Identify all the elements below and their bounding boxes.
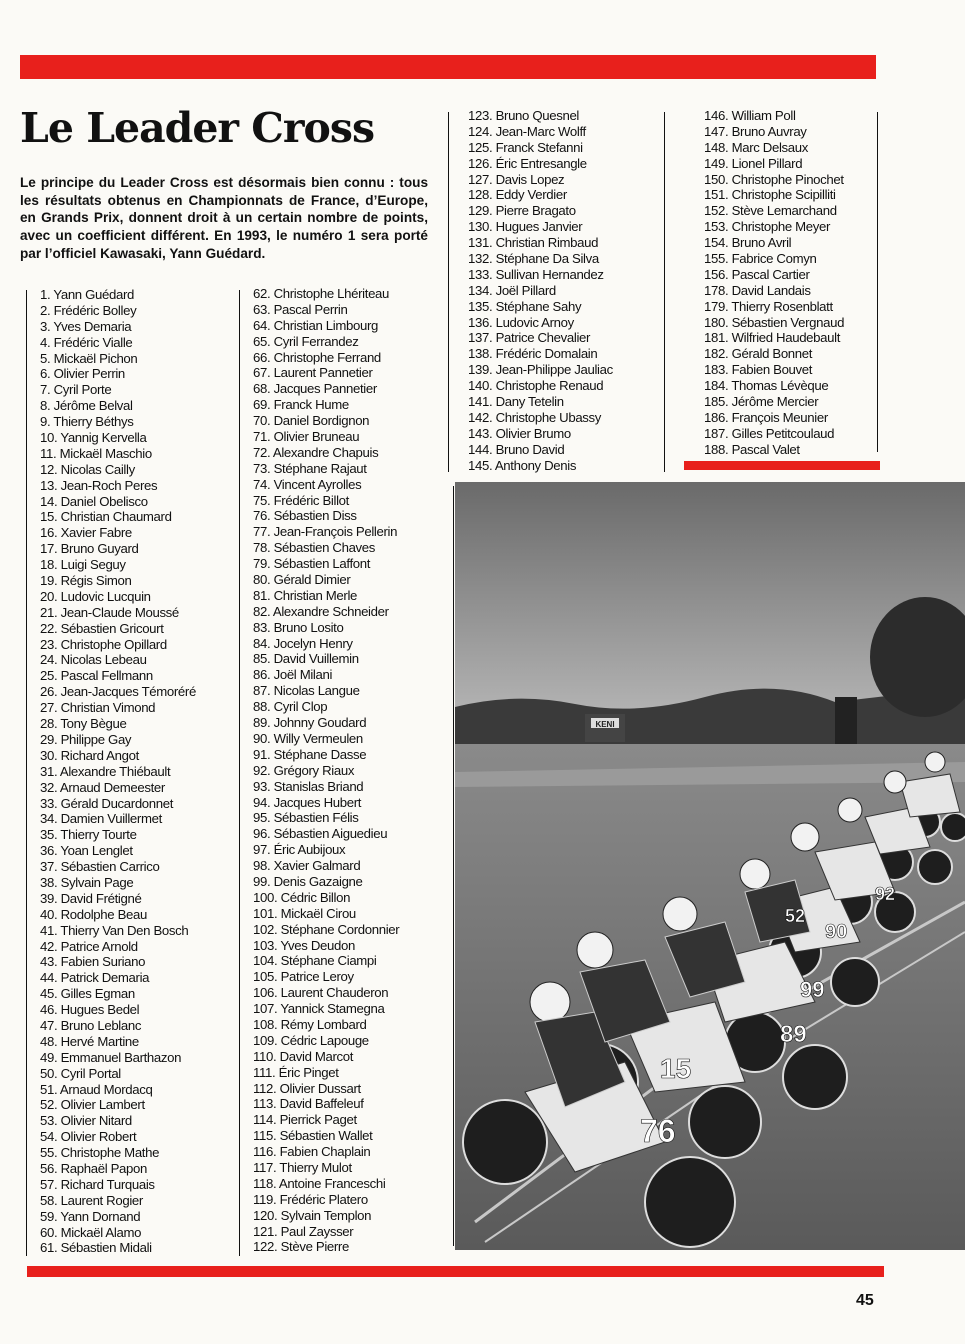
ranking-entry: 47. Bruno Leblanc bbox=[40, 1017, 142, 1033]
ranking-entry: 104. Stéphane Ciampi bbox=[253, 953, 377, 969]
ranking-entry: 26. Jean-Jacques Témoréré bbox=[40, 684, 196, 700]
ranking-entry: 114. Pierrick Paget bbox=[253, 1112, 357, 1128]
ranking-entry: 46. Hugues Bedel bbox=[40, 1002, 140, 1018]
ranking-entry: 57. Richard Turquais bbox=[40, 1176, 155, 1192]
number-plate: 15 bbox=[660, 1053, 692, 1084]
ranking-entry: 33. Gérald Ducardonnet bbox=[40, 795, 174, 811]
ranking-entry: 95. Sébastien Félis bbox=[253, 810, 359, 826]
ranking-column-4 bbox=[704, 108, 880, 458]
ranking-entry: 128. Eddy Verdier bbox=[468, 187, 567, 203]
ranking-entry: 151. Christophe Scipilliti bbox=[704, 187, 836, 203]
ranking-entry: 69. Franck Hume bbox=[253, 397, 349, 413]
column-rule bbox=[453, 486, 454, 1246]
ranking-entry: 124. Jean-Marc Wolff bbox=[468, 123, 586, 139]
ranking-entry: 79. Sébastien Laffont bbox=[253, 556, 371, 572]
ranking-entry: 23. Christophe Opillard bbox=[40, 636, 167, 652]
ranking-entry: 155. Fabrice Comyn bbox=[704, 251, 817, 267]
bottom-red-bar bbox=[27, 1266, 884, 1277]
ranking-entry: 59. Yann Dornand bbox=[40, 1208, 141, 1224]
ranking-entry: 56. Raphaël Papon bbox=[40, 1160, 147, 1176]
ranking-entry: 180. Sébastien Vergnaud bbox=[704, 314, 845, 330]
ranking-entry: 140. Christophe Renaud bbox=[468, 378, 604, 394]
ranking-entry: 15. Christian Chaumard bbox=[40, 509, 172, 525]
ranking-entry: 110. David Marcot bbox=[253, 1048, 354, 1064]
ranking-entry: 6. Olivier Perrin bbox=[40, 366, 125, 382]
ranking-entry: 122. Stève Pierre bbox=[253, 1239, 349, 1255]
ranking-entry: 97. Éric Aubijoux bbox=[253, 842, 346, 858]
ranking-entry: 187. Gilles Petitcoulaud bbox=[704, 425, 835, 441]
article-title: Le Leader Cross bbox=[20, 104, 375, 152]
ranking-entry: 62. Christophe Lhériteau bbox=[253, 286, 390, 301]
ranking-entry: 145. Anthony Denis bbox=[468, 457, 577, 473]
ranking-entry: 141. Dany Tetelin bbox=[468, 394, 564, 410]
ranking-entry: 49. Emmanuel Barthazon bbox=[40, 1049, 182, 1065]
ranking-entry: 65. Cyril Ferrandez bbox=[253, 333, 359, 349]
ranking-entry: 74. Vincent Ayrolles bbox=[253, 476, 362, 492]
ranking-entry: 179. Thierry Rosenblatt bbox=[704, 298, 833, 314]
ranking-entry: 76. Sébastien Diss bbox=[253, 508, 357, 524]
ranking-entry: 130. Hugues Janvier bbox=[468, 219, 583, 235]
ranking-entry: 142. Christophe Ubassy bbox=[468, 409, 602, 425]
ranking-entry: 44. Patrick Demaria bbox=[40, 970, 150, 986]
ranking-entry: 101. Mickaël Cirou bbox=[253, 905, 356, 921]
ranking-entry: 103. Yves Deudon bbox=[253, 937, 355, 953]
ranking-entry: 67. Laurent Pannetier bbox=[253, 365, 373, 381]
column-rule bbox=[26, 290, 27, 1256]
ranking-entry: 70. Daniel Bordignon bbox=[253, 413, 370, 429]
ranking-entry: 105. Patrice Leroy bbox=[253, 969, 354, 985]
ranking-entry: 1. Yann Guédard bbox=[40, 287, 134, 302]
column-end-red-bar bbox=[684, 461, 880, 470]
ranking-entry: 154. Bruno Avril bbox=[704, 235, 792, 251]
ranking-entry: 68. Jacques Pannetier bbox=[253, 381, 377, 397]
number-plate: 99 bbox=[800, 977, 825, 1002]
ranking-entry: 136. Ludovic Arnoy bbox=[468, 314, 574, 330]
ranking-entry: 139. Jean-Philippe Jauliac bbox=[468, 362, 613, 378]
article-intro: Le principe du Leader Cross est désormais bien connu : tous les résultats obtenus en Championnats de France, d’Europe, en Grands Prix, donnent droit à un certain nombre de points, avec un coefficient différent. En 1993, le numéro 1 sera porté par l’officiel Kawasaki, Yann Guédard. bbox=[20, 175, 428, 261]
ranking-entry: 115. Sébastien Wallet bbox=[253, 1128, 373, 1144]
ranking-entry: 148. Marc Delsaux bbox=[704, 139, 808, 155]
ranking-entry: 118. Antoine Franceschi bbox=[253, 1175, 386, 1191]
ranking-entry: 2. Frédéric Bolley bbox=[40, 302, 137, 318]
ranking-entry: 144. Bruno David bbox=[468, 441, 565, 457]
ranking-entry: 38. Sylvain Page bbox=[40, 874, 134, 890]
ranking-entry: 93. Stanislas Briand bbox=[253, 778, 364, 794]
ranking-entry: 87. Nicolas Langue bbox=[253, 683, 360, 699]
ranking-entry: 183. Fabien Bouvet bbox=[704, 362, 813, 378]
ranking-entry: 85. David Vuillemin bbox=[253, 651, 359, 667]
ranking-entry: 111. Éric Pinget bbox=[253, 1064, 339, 1080]
ranking-entry: 50. Cyril Portal bbox=[40, 1065, 121, 1081]
ranking-entry: 9. Thierry Béthys bbox=[40, 414, 134, 430]
ranking-entry: 123. Bruno Quesnel bbox=[468, 108, 580, 123]
ranking-entry: 83. Bruno Losito bbox=[253, 619, 344, 635]
ranking-entry: 117. Thierry Mulot bbox=[253, 1159, 352, 1175]
ranking-entry: 63. Pascal Perrin bbox=[253, 301, 348, 317]
ranking-entry: 106. Laurent Chauderon bbox=[253, 985, 389, 1001]
ranking-entry: 7. Cyril Porte bbox=[40, 382, 112, 398]
ranking-entry: 92. Grégory Riaux bbox=[253, 762, 355, 778]
ranking-entry: 153. Christophe Meyer bbox=[704, 219, 831, 235]
ranking-entry: 45. Gilles Egman bbox=[40, 986, 135, 1002]
ranking-entry: 55. Christophe Mathe bbox=[40, 1145, 160, 1161]
ranking-entry: 20. Ludovic Lucquin bbox=[40, 588, 151, 604]
ranking-entry: 17. Bruno Guyard bbox=[40, 541, 139, 557]
ranking-entry: 71. Olivier Bruneau bbox=[253, 429, 360, 445]
ranking-entry: 72. Alexandre Chapuis bbox=[253, 444, 379, 460]
ranking-entry: 120. Sylvain Templon bbox=[253, 1207, 372, 1223]
ranking-entry: 156. Pascal Cartier bbox=[704, 266, 810, 282]
ranking-entry: 152. Stève Lemarchand bbox=[704, 203, 837, 219]
ranking-entry: 102. Stéphane Cordonnier bbox=[253, 921, 400, 937]
ranking-entry: 137. Patrice Chevalier bbox=[468, 330, 591, 346]
ranking-entry: 135. Stéphane Sahy bbox=[468, 298, 582, 314]
number-plate: 90 bbox=[825, 921, 848, 943]
ranking-entry: 41. Thierry Van Den Bosch bbox=[40, 922, 189, 938]
ranking-entry: 28. Tony Bègue bbox=[40, 716, 127, 732]
ranking-entry: 11. Mickaël Maschio bbox=[40, 445, 152, 461]
ranking-entry: 178. David Landais bbox=[704, 282, 811, 298]
ranking-entry: 4. Frédéric Vialle bbox=[40, 334, 133, 350]
page-number: 45 bbox=[856, 1292, 874, 1309]
number-plate: 52 bbox=[785, 906, 806, 926]
ranking-entry: 126. Éric Entresangle bbox=[468, 155, 587, 171]
ranking-entry: 39. David Frétigné bbox=[40, 890, 142, 906]
ranking-entry: 73. Stéphane Rajaut bbox=[253, 460, 367, 476]
ranking-entry: 54. Olivier Robert bbox=[40, 1129, 137, 1145]
ranking-entry: 25. Pascal Fellmann bbox=[40, 668, 153, 684]
ranking-entry: 53. Olivier Nitard bbox=[40, 1113, 132, 1129]
ranking-entry: 16. Xavier Fabre bbox=[40, 525, 132, 541]
ranking-entry: 51. Arnaud Mordacq bbox=[40, 1081, 153, 1097]
ranking-entry: 127. Davis Lopez bbox=[468, 171, 565, 187]
ranking-entry: 5. Mickaël Pichon bbox=[40, 350, 138, 366]
ranking-entry: 80. Gérald Dimier bbox=[253, 572, 351, 588]
ranking-entry: 94. Jacques Hubert bbox=[253, 794, 362, 810]
ranking-entry: 35. Thierry Tourte bbox=[40, 827, 137, 843]
top-red-bar bbox=[20, 55, 876, 79]
ranking-entry: 13. Jean-Roch Peres bbox=[40, 477, 158, 493]
ranking-entry: 108. Rémy Lombard bbox=[253, 1016, 367, 1032]
ranking-entry: 146. William Poll bbox=[704, 108, 796, 123]
ranking-entry: 125. Franck Stefanni bbox=[468, 139, 583, 155]
ranking-entry: 60. Mickaël Alamo bbox=[40, 1224, 142, 1240]
ranking-entry: 24. Nicolas Lebeau bbox=[40, 652, 147, 668]
ranking-entry: 89. Johnny Goudard bbox=[253, 715, 367, 731]
ranking-entry: 77. Jean-François Pellerin bbox=[253, 524, 398, 540]
ranking-entry: 150. Christophe Pinochet bbox=[704, 171, 844, 187]
ranking-entry: 185. Jérôme Mercier bbox=[704, 394, 819, 410]
ranking-entry: 188. Pascal Valet bbox=[704, 441, 800, 457]
ranking-entry: 34. Damien Vuillermet bbox=[40, 811, 162, 827]
photo-banner-text: KENI bbox=[595, 720, 615, 729]
ranking-entry: 113. David Baffeleuf bbox=[253, 1096, 364, 1112]
ranking-entry: 99. Denis Gazaigne bbox=[253, 873, 363, 889]
ranking-entry: 86. Joël Milani bbox=[253, 667, 333, 683]
ranking-entry: 29. Philippe Gay bbox=[40, 731, 132, 747]
ranking-entry: 61. Sébastien Midali bbox=[40, 1240, 152, 1256]
ranking-entry: 81. Christian Merle bbox=[253, 587, 358, 603]
ranking-entry: 27. Christian Vimond bbox=[40, 700, 156, 716]
ranking-entry: 3. Yves Demaria bbox=[40, 318, 132, 334]
motocross-start-photo bbox=[455, 482, 965, 1250]
ranking-entry: 100. Cédric Billon bbox=[253, 889, 351, 905]
ranking-entry: 22. Sébastien Gricourt bbox=[40, 620, 164, 636]
ranking-entry: 10. Yannig Kervella bbox=[40, 430, 147, 446]
ranking-entry: 64. Christian Limbourg bbox=[253, 317, 378, 333]
ranking-entry: 184. Thomas Lévèque bbox=[704, 378, 829, 394]
number-plate: 76 bbox=[640, 1113, 676, 1149]
ranking-entry: 181. Wilfried Haudebault bbox=[704, 330, 841, 346]
ranking-entry: 8. Jérôme Belval bbox=[40, 398, 133, 414]
ranking-entry: 96. Sébastien Aiguedieu bbox=[253, 826, 388, 842]
ranking-entry: 19. Régis Simon bbox=[40, 573, 132, 589]
number-plate: 89 bbox=[780, 1021, 807, 1048]
ranking-entry: 129. Pierre Bragato bbox=[468, 203, 576, 219]
ranking-entry: 132. Stéphane Da Silva bbox=[468, 251, 599, 267]
ranking-entry: 138. Frédéric Domalain bbox=[468, 346, 598, 362]
ranking-entry: 18. Luigi Seguy bbox=[40, 557, 126, 573]
ranking-entry: 37. Sébastien Carrico bbox=[40, 859, 160, 875]
ranking-entry: 182. Gérald Bonnet bbox=[704, 346, 813, 362]
ranking-entry: 78. Sébastien Chaves bbox=[253, 540, 376, 556]
ranking-entry: 36. Yoan Lenglet bbox=[40, 843, 133, 859]
ranking-entry: 43. Fabien Suriano bbox=[40, 954, 146, 970]
ranking-entry: 48. Hervé Martine bbox=[40, 1033, 139, 1049]
ranking-entry: 66. Christophe Ferrand bbox=[253, 349, 381, 365]
ranking-entry: 134. Joël Pillard bbox=[468, 282, 556, 298]
ranking-column-3 bbox=[462, 108, 668, 473]
ranking-entry: 30. Richard Angot bbox=[40, 747, 139, 763]
ranking-entry: 107. Yannick Stamegna bbox=[253, 1001, 385, 1017]
ranking-entry: 109. Cédric Lapouge bbox=[253, 1032, 369, 1048]
ranking-entry: 116. Fabien Chaplain bbox=[253, 1144, 371, 1160]
ranking-entry: 84. Jocelyn Henry bbox=[253, 635, 353, 651]
ranking-entry: 90. Willy Vermeulen bbox=[253, 730, 363, 746]
ranking-entry: 149. Lionel Pillard bbox=[704, 155, 803, 171]
ranking-entry: 42. Patrice Arnold bbox=[40, 938, 138, 954]
ranking-entry: 32. Arnaud Demeester bbox=[40, 779, 165, 795]
ranking-entry: 143. Olivier Brumo bbox=[468, 425, 571, 441]
ranking-entry: 119. Frédéric Platero bbox=[253, 1191, 368, 1207]
ranking-entry: 52. Olivier Lambert bbox=[40, 1097, 145, 1113]
ranking-entry: 12. Nicolas Cailly bbox=[40, 461, 135, 477]
ranking-entry: 91. Stéphane Dasse bbox=[253, 746, 367, 762]
ranking-entry: 31. Alexandre Thiébault bbox=[40, 763, 171, 779]
ranking-entry: 133. Sullivan Hernandez bbox=[468, 266, 604, 282]
ranking-entry: 75. Frédéric Billot bbox=[253, 492, 349, 508]
ranking-entry: 186. François Meunier bbox=[704, 409, 828, 425]
ranking-entry: 14. Daniel Obelisco bbox=[40, 493, 148, 509]
number-plate: 92 bbox=[875, 884, 896, 904]
ranking-entry: 131. Christian Rimbaud bbox=[468, 235, 599, 251]
ranking-entry: 40. Rodolphe Beau bbox=[40, 906, 147, 922]
ranking-entry: 98. Xavier Galmard bbox=[253, 858, 361, 874]
ranking-entry: 82. Alexandre Schneider bbox=[253, 603, 389, 619]
ranking-column-2 bbox=[247, 286, 453, 1255]
ranking-entry: 58. Laurent Rogier bbox=[40, 1192, 143, 1208]
ranking-entry: 112. Olivier Dussart bbox=[253, 1080, 361, 1096]
ranking-column-1 bbox=[34, 287, 240, 1256]
ranking-entry: 147. Bruno Auvray bbox=[704, 123, 807, 139]
ranking-entry: 121. Paul Zaysser bbox=[253, 1223, 354, 1239]
ranking-entry: 21. Jean-Claude Moussé bbox=[40, 604, 179, 620]
ranking-entry: 88. Cyril Clop bbox=[253, 699, 328, 715]
